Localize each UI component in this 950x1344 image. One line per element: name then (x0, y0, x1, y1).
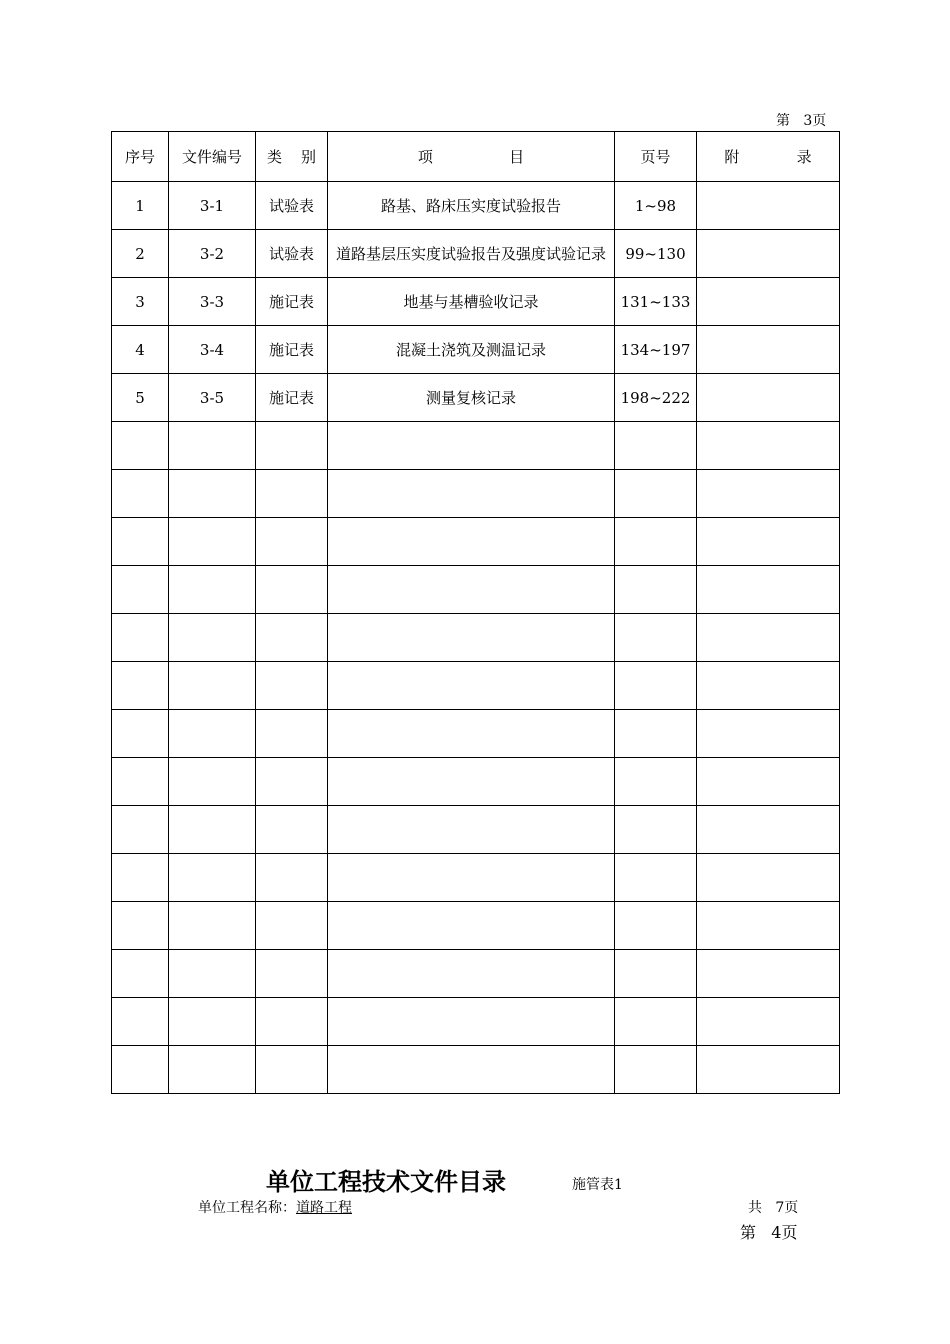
cell-serial (112, 614, 169, 662)
cell-file-code (169, 614, 256, 662)
cell-file-code (169, 950, 256, 998)
cell-file-code (169, 518, 256, 566)
total-pages: 共 7页 (748, 1200, 799, 1216)
cell-item (328, 806, 615, 854)
cell-file-code (169, 758, 256, 806)
document-title: 单位工程技术文件目录 (266, 1168, 506, 1196)
cell-file-code (169, 566, 256, 614)
cell-appendix (697, 326, 840, 374)
cell-serial: 3 (112, 278, 169, 326)
cell-item: 地基与基槽验收记录 (328, 278, 615, 326)
cell-file-code (169, 806, 256, 854)
cell-file-code (169, 662, 256, 710)
cell-serial (112, 806, 169, 854)
cell-appendix (697, 806, 840, 854)
header-page: 页号 (615, 132, 697, 182)
unit-name-label: 单位工程名称： (198, 1200, 296, 1216)
cell-file-code (169, 710, 256, 758)
cell-page (615, 806, 697, 854)
cell-appendix (697, 950, 840, 998)
cell-category: 试验表 (256, 230, 328, 278)
top-page-number: 第 3页 (776, 113, 827, 129)
cell-item (328, 998, 615, 1046)
empty-table-row (112, 902, 840, 950)
cell-page: 99~130 (615, 230, 697, 278)
cell-page (615, 998, 697, 1046)
cell-serial (112, 758, 169, 806)
cell-category: 试验表 (256, 182, 328, 230)
cell-file-code: 3-1 (169, 182, 256, 230)
cell-category (256, 998, 328, 1046)
form-code: 施管表1 (572, 1177, 623, 1193)
cell-page: 1~98 (615, 182, 697, 230)
cell-file-code (169, 1046, 256, 1094)
table-header-row (112, 132, 840, 182)
cell-appendix (697, 710, 840, 758)
cell-appendix (697, 518, 840, 566)
empty-table-row (112, 854, 840, 902)
cell-category (256, 470, 328, 518)
empty-table-row (112, 950, 840, 998)
cell-appendix (697, 422, 840, 470)
cell-page (615, 1046, 697, 1094)
cell-page (615, 950, 697, 998)
cell-page (615, 470, 697, 518)
header-item: 项 目 (328, 132, 615, 182)
cell-page: 134~197 (615, 326, 697, 374)
cell-item (328, 566, 615, 614)
cell-item (328, 950, 615, 998)
cell-category (256, 1046, 328, 1094)
cell-serial: 2 (112, 230, 169, 278)
header-category: 类 别 (256, 132, 328, 182)
cell-appendix (697, 998, 840, 1046)
cell-appendix (697, 566, 840, 614)
table-row (112, 326, 840, 374)
cell-page (615, 422, 697, 470)
cell-serial (112, 518, 169, 566)
table-row (112, 278, 840, 326)
cell-appendix (697, 758, 840, 806)
cell-appendix (697, 854, 840, 902)
cell-serial: 1 (112, 182, 169, 230)
cell-category (256, 518, 328, 566)
cell-category (256, 566, 328, 614)
cell-page (615, 758, 697, 806)
cell-appendix (697, 374, 840, 422)
cell-category (256, 950, 328, 998)
cell-page (615, 566, 697, 614)
cell-serial (112, 566, 169, 614)
cell-file-code: 3-4 (169, 326, 256, 374)
cell-page (615, 518, 697, 566)
cell-page (615, 662, 697, 710)
cell-serial (112, 854, 169, 902)
cell-serial (112, 950, 169, 998)
cell-serial: 4 (112, 326, 169, 374)
unit-name-value: 道路工程 (296, 1200, 352, 1216)
cell-page (615, 854, 697, 902)
cell-item (328, 1046, 615, 1094)
cell-appendix (697, 470, 840, 518)
cell-serial (112, 662, 169, 710)
cell-item (328, 470, 615, 518)
cell-category (256, 662, 328, 710)
cell-item: 道路基层压实度试验报告及强度试验记录 (328, 230, 615, 278)
cell-file-code (169, 422, 256, 470)
cell-page: 198~222 (615, 374, 697, 422)
cell-file-code (169, 902, 256, 950)
empty-table-row (112, 806, 840, 854)
cell-file-code: 3-3 (169, 278, 256, 326)
cell-file-code (169, 998, 256, 1046)
cell-category (256, 710, 328, 758)
cell-file-code (169, 470, 256, 518)
cell-appendix (697, 902, 840, 950)
cell-appendix (697, 182, 840, 230)
cell-appendix (697, 278, 840, 326)
cell-item (328, 902, 615, 950)
table-row (112, 230, 840, 278)
cell-item: 混凝土浇筑及测温记录 (328, 326, 615, 374)
cell-serial (112, 1046, 169, 1094)
cell-category: 施记表 (256, 374, 328, 422)
cell-file-code: 3-2 (169, 230, 256, 278)
cell-page (615, 614, 697, 662)
cell-appendix (697, 1046, 840, 1094)
cell-category (256, 854, 328, 902)
cell-category (256, 422, 328, 470)
cell-serial (112, 710, 169, 758)
cell-item (328, 662, 615, 710)
table-row (112, 182, 840, 230)
cell-category (256, 806, 328, 854)
cell-category (256, 614, 328, 662)
cell-appendix (697, 230, 840, 278)
cell-serial (112, 998, 169, 1046)
empty-table-row (112, 518, 840, 566)
cell-category: 施记表 (256, 278, 328, 326)
unit-name-line (198, 1197, 352, 1217)
table-row (112, 374, 840, 422)
cell-page: 131~133 (615, 278, 697, 326)
cell-item: 路基、路床压实度试验报告 (328, 182, 615, 230)
empty-table-row (112, 614, 840, 662)
cell-page (615, 902, 697, 950)
cell-file-code (169, 854, 256, 902)
cell-appendix (697, 662, 840, 710)
empty-table-row (112, 662, 840, 710)
cell-category (256, 758, 328, 806)
cell-item (328, 614, 615, 662)
cell-appendix (697, 614, 840, 662)
empty-table-row (112, 758, 840, 806)
header-serial: 序号 (112, 132, 169, 182)
empty-table-row (112, 998, 840, 1046)
cell-page (615, 710, 697, 758)
cell-serial (112, 470, 169, 518)
cell-file-code: 3-5 (169, 374, 256, 422)
cell-item: 测量复核记录 (328, 374, 615, 422)
cell-serial (112, 902, 169, 950)
cell-item (328, 710, 615, 758)
header-appendix: 附 录 (697, 132, 840, 182)
empty-table-row (112, 422, 840, 470)
empty-table-row (112, 1046, 840, 1094)
cell-serial (112, 422, 169, 470)
empty-table-row (112, 710, 840, 758)
cell-item (328, 518, 615, 566)
cell-serial: 5 (112, 374, 169, 422)
cell-item (328, 758, 615, 806)
header-file-code: 文件编号 (169, 132, 256, 182)
empty-table-row (112, 566, 840, 614)
cell-item (328, 422, 615, 470)
empty-table-row (112, 470, 840, 518)
catalog-table (111, 131, 840, 1094)
cell-category: 施记表 (256, 326, 328, 374)
cell-item (328, 854, 615, 902)
page-number: 第 4页 (740, 1223, 798, 1242)
cell-category (256, 902, 328, 950)
